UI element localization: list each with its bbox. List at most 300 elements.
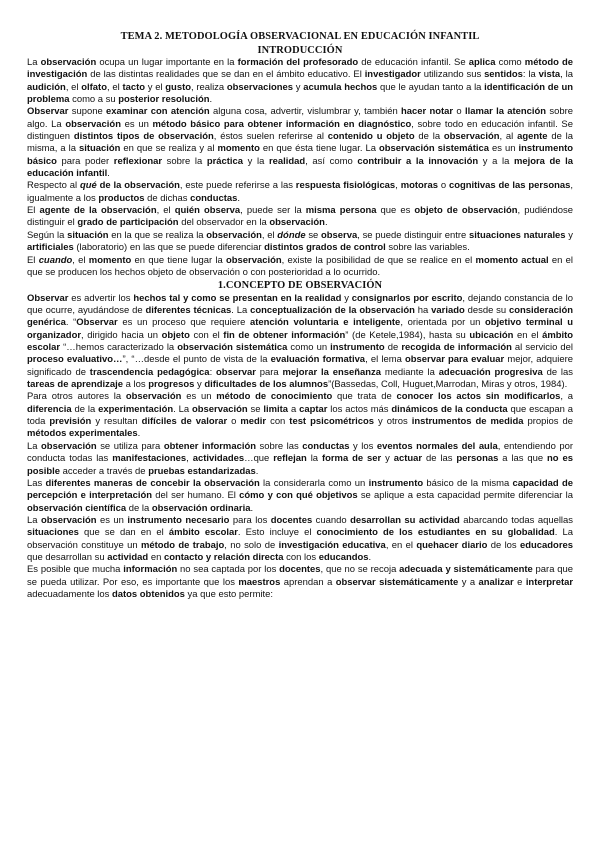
text: para los (229, 514, 271, 526)
bold-text: observación (40, 514, 97, 526)
text: en la que se realiza la (108, 229, 207, 241)
bold-text: observación (192, 403, 248, 415)
bold-text: método de conocimiento (216, 391, 333, 403)
text: es un proceso que requiere (117, 317, 251, 329)
text: que trata de (332, 391, 397, 403)
text: se (247, 403, 264, 415)
bold-text: contenido u objeto (327, 131, 415, 143)
text: ha (414, 305, 432, 317)
bold-text: observación sistemática (177, 342, 288, 354)
text: de dichas (144, 192, 191, 204)
bold-text: situación (67, 229, 109, 241)
bold-text: situaciones (27, 527, 79, 539)
bold-text: agente (517, 131, 548, 143)
text: en que ésta tiene lugar. La (259, 143, 379, 155)
text: , el (106, 81, 123, 93)
bold-text: método básico para obtener información en diagnóstico (152, 118, 412, 130)
bold-text: Observar (27, 106, 69, 118)
text: o (227, 416, 241, 428)
text: en que se realiza y al (120, 143, 218, 155)
text: de las (542, 366, 573, 378)
text: es advertir los (68, 292, 134, 304)
text: de los (487, 539, 521, 551)
text: cuando (312, 514, 351, 526)
bold-text: consideración genérica (27, 305, 573, 329)
text: con el (189, 329, 224, 341)
text: y resultan (91, 416, 142, 428)
paragraph (27, 205, 573, 230)
text: con (266, 416, 290, 428)
bold-text: práctica (206, 155, 244, 167)
text: y los (349, 440, 377, 452)
bold-text: observar sistemáticamente (335, 576, 459, 588)
text: ”(Bassedas, Coll, Huguet,Marrodan, Miras y otros, 1984). (328, 379, 568, 391)
bold-text: distintos tipos de observación (73, 131, 214, 143)
text: Según la (27, 229, 68, 241)
bold-text: objeto (161, 329, 190, 341)
text: como un (287, 342, 331, 354)
paragraph (27, 478, 573, 515)
text: , éstos suelen referirse al (213, 131, 328, 143)
text: de educación infantil. Se (358, 57, 469, 68)
text: “…hemos caracterizado la (60, 342, 178, 354)
bold-text: educandos (318, 551, 369, 563)
text: la (306, 453, 322, 465)
bold-text: diferencia (27, 403, 72, 415)
text: El (27, 205, 40, 217)
text: o (453, 106, 465, 118)
bold-text: instrumentos de medida (411, 416, 524, 428)
text: es un (120, 118, 153, 130)
text: . (255, 465, 259, 477)
bold-text: objetivo terminal u organizador (27, 317, 573, 341)
text: básico de la misma (423, 477, 513, 489)
text: . La (173, 403, 193, 415)
text: y a (458, 576, 479, 588)
text: , entendiendo por conducta todas las (27, 440, 574, 465)
text: Es posible que mucha (27, 564, 124, 576)
text: , sobre todo en educación infantil. Se distinguen (27, 118, 573, 143)
document-title: TEMA 2. METODOLOGÍA OBSERVACIONAL EN EDUCACIÓN INFANTIL (120, 31, 480, 42)
text: y (341, 292, 352, 304)
bold-text: observación (269, 217, 325, 229)
text: de la misma, a la (27, 131, 574, 155)
text: , dirigido hacia un (81, 329, 162, 341)
text: de la (126, 502, 152, 514)
bold-text: cuando (38, 254, 73, 266)
text: para poder (56, 155, 114, 167)
section-heading-introduccion: INTRODUCCIÓN (257, 44, 343, 56)
bold-text: proceso evaluativo… (27, 354, 123, 366)
bold-text: posterior resolución (118, 94, 210, 106)
text: y a la (478, 155, 514, 167)
text: en el (513, 329, 543, 341)
paragraph (27, 57, 573, 106)
text: los actos más (327, 403, 392, 415)
text: del ser humano. El (152, 490, 240, 502)
bold-text: reflexionar (113, 155, 163, 167)
bold-text: formación del profesorado (237, 57, 359, 68)
text: , a (560, 391, 573, 403)
bold-text: acumula hechos (303, 81, 378, 93)
bold-text: ubicación (469, 329, 514, 341)
text: , así como (305, 155, 358, 167)
text: propios de (523, 416, 573, 428)
text: y la (243, 155, 269, 167)
bold-text: audición (27, 81, 66, 93)
text: , orientada por un (400, 317, 486, 329)
text: en que tiene lugar la (131, 254, 227, 266)
text: La (27, 514, 41, 526)
text: , el (156, 205, 175, 217)
text: supone (68, 106, 107, 118)
text: la considerarla como un (259, 477, 369, 489)
bold-text: hechos tal y como se presentan en la realidad (133, 292, 342, 304)
bold-text: limita (263, 403, 289, 415)
text: se utiliza para (96, 440, 164, 452)
bold-text: aplica (468, 57, 496, 68)
bold-text: experimentación (98, 403, 174, 415)
bold-text: situación (78, 143, 121, 155)
bold-text: dónde (277, 229, 306, 241)
bold-text: tareas de aprendizaje (27, 379, 123, 391)
text: , el lema (365, 354, 405, 366)
bold-text: agente de la observación (39, 205, 157, 217)
bold-text: situaciones naturales (468, 229, 566, 241)
text: Para otros autores la (27, 391, 126, 403)
bold-text: misma persona (305, 205, 377, 217)
text: sobre algo. La (27, 106, 573, 130)
bold-text: instrumento básico (27, 143, 573, 167)
bold-text: adecuación progresiva (438, 366, 543, 378)
bold-text: variado (431, 305, 465, 317)
bold-text: atención voluntaria e inteligente (250, 317, 401, 329)
text: : la (522, 69, 539, 81)
text: se (305, 229, 322, 241)
bold-text: adecuada y sistemáticamente (399, 564, 533, 576)
bold-text: respuesta fisiológicas (295, 180, 396, 192)
text: y (293, 81, 304, 93)
bold-text: actividad (107, 551, 149, 563)
bold-text: tacto (122, 81, 145, 93)
text: que le ayudan tanto a la (377, 81, 485, 93)
text: . “ (65, 317, 77, 329)
text: que se dan en el (78, 527, 169, 539)
text: o (437, 180, 449, 192)
bold-text: gusto (165, 81, 191, 93)
bold-text: fin de obtener información (223, 329, 346, 341)
bold-text: consignarlos por escrito (351, 292, 463, 304)
bold-text: observación (125, 391, 182, 403)
text: que desarrollan su (27, 551, 108, 563)
bold-text: instrumento necesario (127, 514, 230, 526)
bold-text: actuar (393, 453, 423, 465)
bold-text: ámbito escolar (27, 329, 574, 354)
text: en el que se producen los hechos objeto de observación o con posterioridad a lo ocurrido. (27, 254, 573, 278)
text: , la (560, 69, 574, 81)
text: , el (65, 81, 82, 93)
paragraph (27, 180, 573, 205)
text: , el (72, 254, 89, 266)
bold-text: observación (226, 254, 282, 266)
bold-text: trascendencia pedagógica (89, 366, 210, 378)
bold-text: vista (538, 69, 561, 81)
text: La (27, 440, 42, 452)
bold-text: observar (216, 366, 256, 378)
text: para (255, 366, 283, 378)
bold-text: identificación de un problema (27, 81, 574, 106)
bold-text: conocer los actos sin modificarlos (396, 391, 561, 403)
bold-text: quién observa (174, 205, 241, 217)
bold-text: test psicométricos (289, 416, 375, 428)
bold-text: eventos normales del aula (376, 440, 498, 452)
text: . La observación constituye un (27, 527, 573, 551)
bold-text: momento actual (475, 254, 549, 266)
bold-text: docentes (279, 564, 321, 576)
bold-text: actividades (192, 453, 245, 465)
bold-text: observación (65, 118, 121, 130)
text: como (495, 57, 525, 68)
bold-text: cómo y con qué objetivos (239, 490, 358, 502)
text: a las que (498, 453, 548, 465)
text: sobre la (162, 155, 207, 167)
paragraph (27, 293, 573, 392)
text: acceder a través de (60, 465, 149, 477)
text: ”, “…desde el punto de vista de la (122, 354, 271, 366)
text: que escapan a toda (27, 403, 573, 428)
bold-text: obtener información (163, 440, 256, 452)
bold-text: quehacer diario (416, 539, 488, 551)
bold-text: diferentes técnicas (145, 305, 232, 317)
bold-text: ámbito escolar (168, 527, 238, 539)
bold-text: medir (240, 416, 267, 428)
text: de la (414, 131, 444, 143)
bold-text: métodos experimentales (27, 428, 138, 440)
bold-text: método de investigación (27, 57, 573, 81)
paragraph (27, 255, 573, 280)
bold-text: examinar con atención (106, 106, 210, 118)
bold-text: progresos (148, 379, 195, 391)
bold-text: Observar (27, 292, 69, 304)
text: con los (283, 551, 319, 563)
text: . (237, 192, 240, 204)
text: mediante la (380, 366, 439, 378)
bold-text: dinámicos de la conducta (391, 403, 508, 415)
bold-text: sentidos (484, 69, 523, 81)
text: , este puede referirse a las (179, 180, 296, 192)
text: El (27, 254, 39, 266)
bold-text: conductas (190, 192, 238, 204)
bold-text: observa (321, 229, 358, 241)
text: de (384, 342, 402, 354)
bold-text: capacidad de percepción e interpretación (27, 477, 573, 502)
bold-text: analizar (478, 576, 514, 588)
bold-text: hacer notar (401, 106, 454, 118)
bold-text: conductas (302, 440, 350, 452)
text: , al (499, 131, 518, 143)
text: de las (422, 453, 457, 465)
bold-text: conceptualización de la observación (250, 305, 415, 317)
bold-text: observación (206, 229, 262, 241)
text: , el (261, 229, 278, 241)
bold-text: observación ordinaria (151, 502, 251, 514)
bold-text: datos obtenidos (112, 588, 185, 600)
bold-text: captar (299, 403, 328, 415)
text: : (209, 366, 217, 378)
text: que es (376, 205, 415, 217)
bold-text: distintos grados de control (264, 242, 386, 254)
bold-text: personas (456, 453, 499, 465)
bold-text: instrumento (368, 477, 424, 489)
text: (laboratorio) en las que se puede diferenciar (73, 242, 265, 254)
text: Respecto al (27, 180, 80, 192)
section-heading-concepto: 1.CONCEPTO DE OBSERVACIÓN (217, 280, 383, 292)
text: , dejando constancia de lo que ocurre, ayudándose de (27, 292, 573, 317)
bold-text: llamar la atención (464, 106, 547, 118)
bold-text: productos (98, 192, 145, 204)
bold-text: educadores (520, 539, 573, 551)
bold-text: de la observación (96, 180, 180, 192)
bold-text: forma de ser (321, 453, 382, 465)
bold-text: observación sistemática (379, 143, 490, 155)
text: como a su (69, 94, 119, 106)
bold-text: investigación educativa (278, 539, 386, 551)
bold-text: cognitivas de las personas (448, 180, 571, 192)
bold-text: dificultades de los alumnos (204, 379, 329, 391)
paragraph (27, 515, 573, 564)
bold-text: recogida de información (401, 342, 512, 354)
text: . (368, 551, 372, 563)
paragraph (27, 106, 573, 180)
text: mejor, adquiere significado de (27, 354, 573, 378)
text: aprendan a (280, 576, 336, 588)
text: ocupa un lugar importante en la (96, 57, 238, 68)
text: . Esto incluye el (237, 527, 317, 539)
paragraph (27, 230, 573, 255)
bold-text: momento (217, 143, 260, 155)
text: de las distintas realidades que se dan en el ámbito educativo. El (87, 69, 365, 81)
text: en (148, 551, 164, 563)
text: , puede ser la (240, 205, 306, 217)
text: y el (145, 81, 166, 93)
bold-text: observación (41, 440, 97, 452)
text: se aplique a esta capacidad permite diferenciar la (357, 490, 574, 502)
bold-text: motoras (400, 180, 438, 192)
bold-text: observaciones (226, 81, 294, 93)
bold-text: desarrollan su actividad (350, 514, 460, 526)
text: , igualmente a los (27, 180, 573, 204)
bold-text: momento (88, 254, 132, 266)
text: y otros (374, 416, 412, 428)
text: de la (71, 403, 99, 415)
bold-text: docentes (270, 514, 313, 526)
text: , que no se recoja (320, 564, 400, 576)
text: abarcando todas aquellas (459, 514, 573, 526)
bold-text: grado de participación (77, 217, 179, 229)
bold-text: mejorar la enseñanza (282, 366, 381, 378)
bold-text: reflejan (273, 453, 307, 465)
text: Las (27, 477, 46, 489)
bold-text: objeto de observación (414, 205, 518, 217)
text: e (513, 576, 526, 588)
bold-text: realidad (268, 155, 306, 167)
bold-text: método de trabajo (140, 539, 225, 551)
bold-text: instrumento (330, 342, 385, 354)
bold-text: Observar (76, 317, 118, 329)
paragraph (27, 441, 573, 478)
text: y (565, 229, 574, 241)
text: a los (123, 379, 149, 391)
text: La (27, 57, 41, 68)
text: ” (de Ketele,1984), hasta su (345, 329, 470, 341)
text: , existe la posibilidad de que se realice en el (281, 254, 476, 266)
bold-text: observar para evaluar (405, 354, 505, 366)
text: adecuadamente los (27, 588, 112, 600)
text: para que se pueda utilizar. Por eso, es importante que los (27, 564, 574, 588)
text: es un (96, 514, 128, 526)
bold-text: previsión (49, 416, 92, 428)
bold-text: no es posible (27, 453, 573, 477)
text: . (250, 502, 254, 514)
text: , en el (385, 539, 417, 551)
text: . (209, 94, 213, 106)
text: …que (244, 453, 274, 465)
text: , se puede distinguir entre (357, 229, 469, 241)
text: no sea captada por los (177, 564, 280, 576)
text: sobre las (255, 440, 303, 452)
bold-text: interpretar (525, 576, 574, 588)
bold-text: qué (79, 180, 97, 192)
bold-text: difíciles de valorar (141, 416, 228, 428)
text: al servicio del (511, 342, 574, 354)
text: . (107, 168, 110, 180)
bold-text: contacto y relación directa (163, 551, 284, 563)
bold-text: manifestaciones (112, 453, 187, 465)
text: , no solo de (224, 539, 279, 551)
text: ya que esto permite: (184, 588, 274, 600)
bold-text: artificiales (27, 242, 74, 254)
bold-text: investigador (364, 69, 421, 81)
paragraph (27, 391, 573, 440)
text: utilizando sus (420, 69, 485, 81)
text: es un (181, 391, 217, 403)
bold-text: observación científica (27, 502, 127, 514)
text: , realiza (190, 81, 227, 93)
bold-text: información (123, 564, 178, 576)
bold-text: olfato (81, 81, 107, 93)
bold-text: diferentes maneras de concebir la observación (45, 477, 260, 489)
text: . (324, 217, 328, 229)
bold-text: mejora de la educación infantil (27, 155, 574, 180)
text: sobre las variables. (385, 242, 470, 254)
bold-text: pruebas estandarizadas (148, 465, 256, 477)
bold-text: contribuir a la innovación (357, 155, 479, 167)
bold-text: observación (40, 57, 97, 68)
text: , (186, 453, 193, 465)
text: . (137, 428, 141, 440)
text: , (395, 180, 401, 192)
bold-text: conocimiento de los estudiantes en su globalidad (316, 527, 555, 539)
text: a (288, 403, 300, 415)
text: del observador en la (178, 217, 270, 229)
text: . La (231, 305, 251, 317)
bold-text: maestros (238, 576, 281, 588)
text: y (381, 453, 394, 465)
text: es un (489, 143, 519, 155)
text: , pudiéndose distinguir el (27, 205, 573, 229)
text: desde su (464, 305, 510, 317)
bold-text: evaluación formativa (270, 354, 366, 366)
